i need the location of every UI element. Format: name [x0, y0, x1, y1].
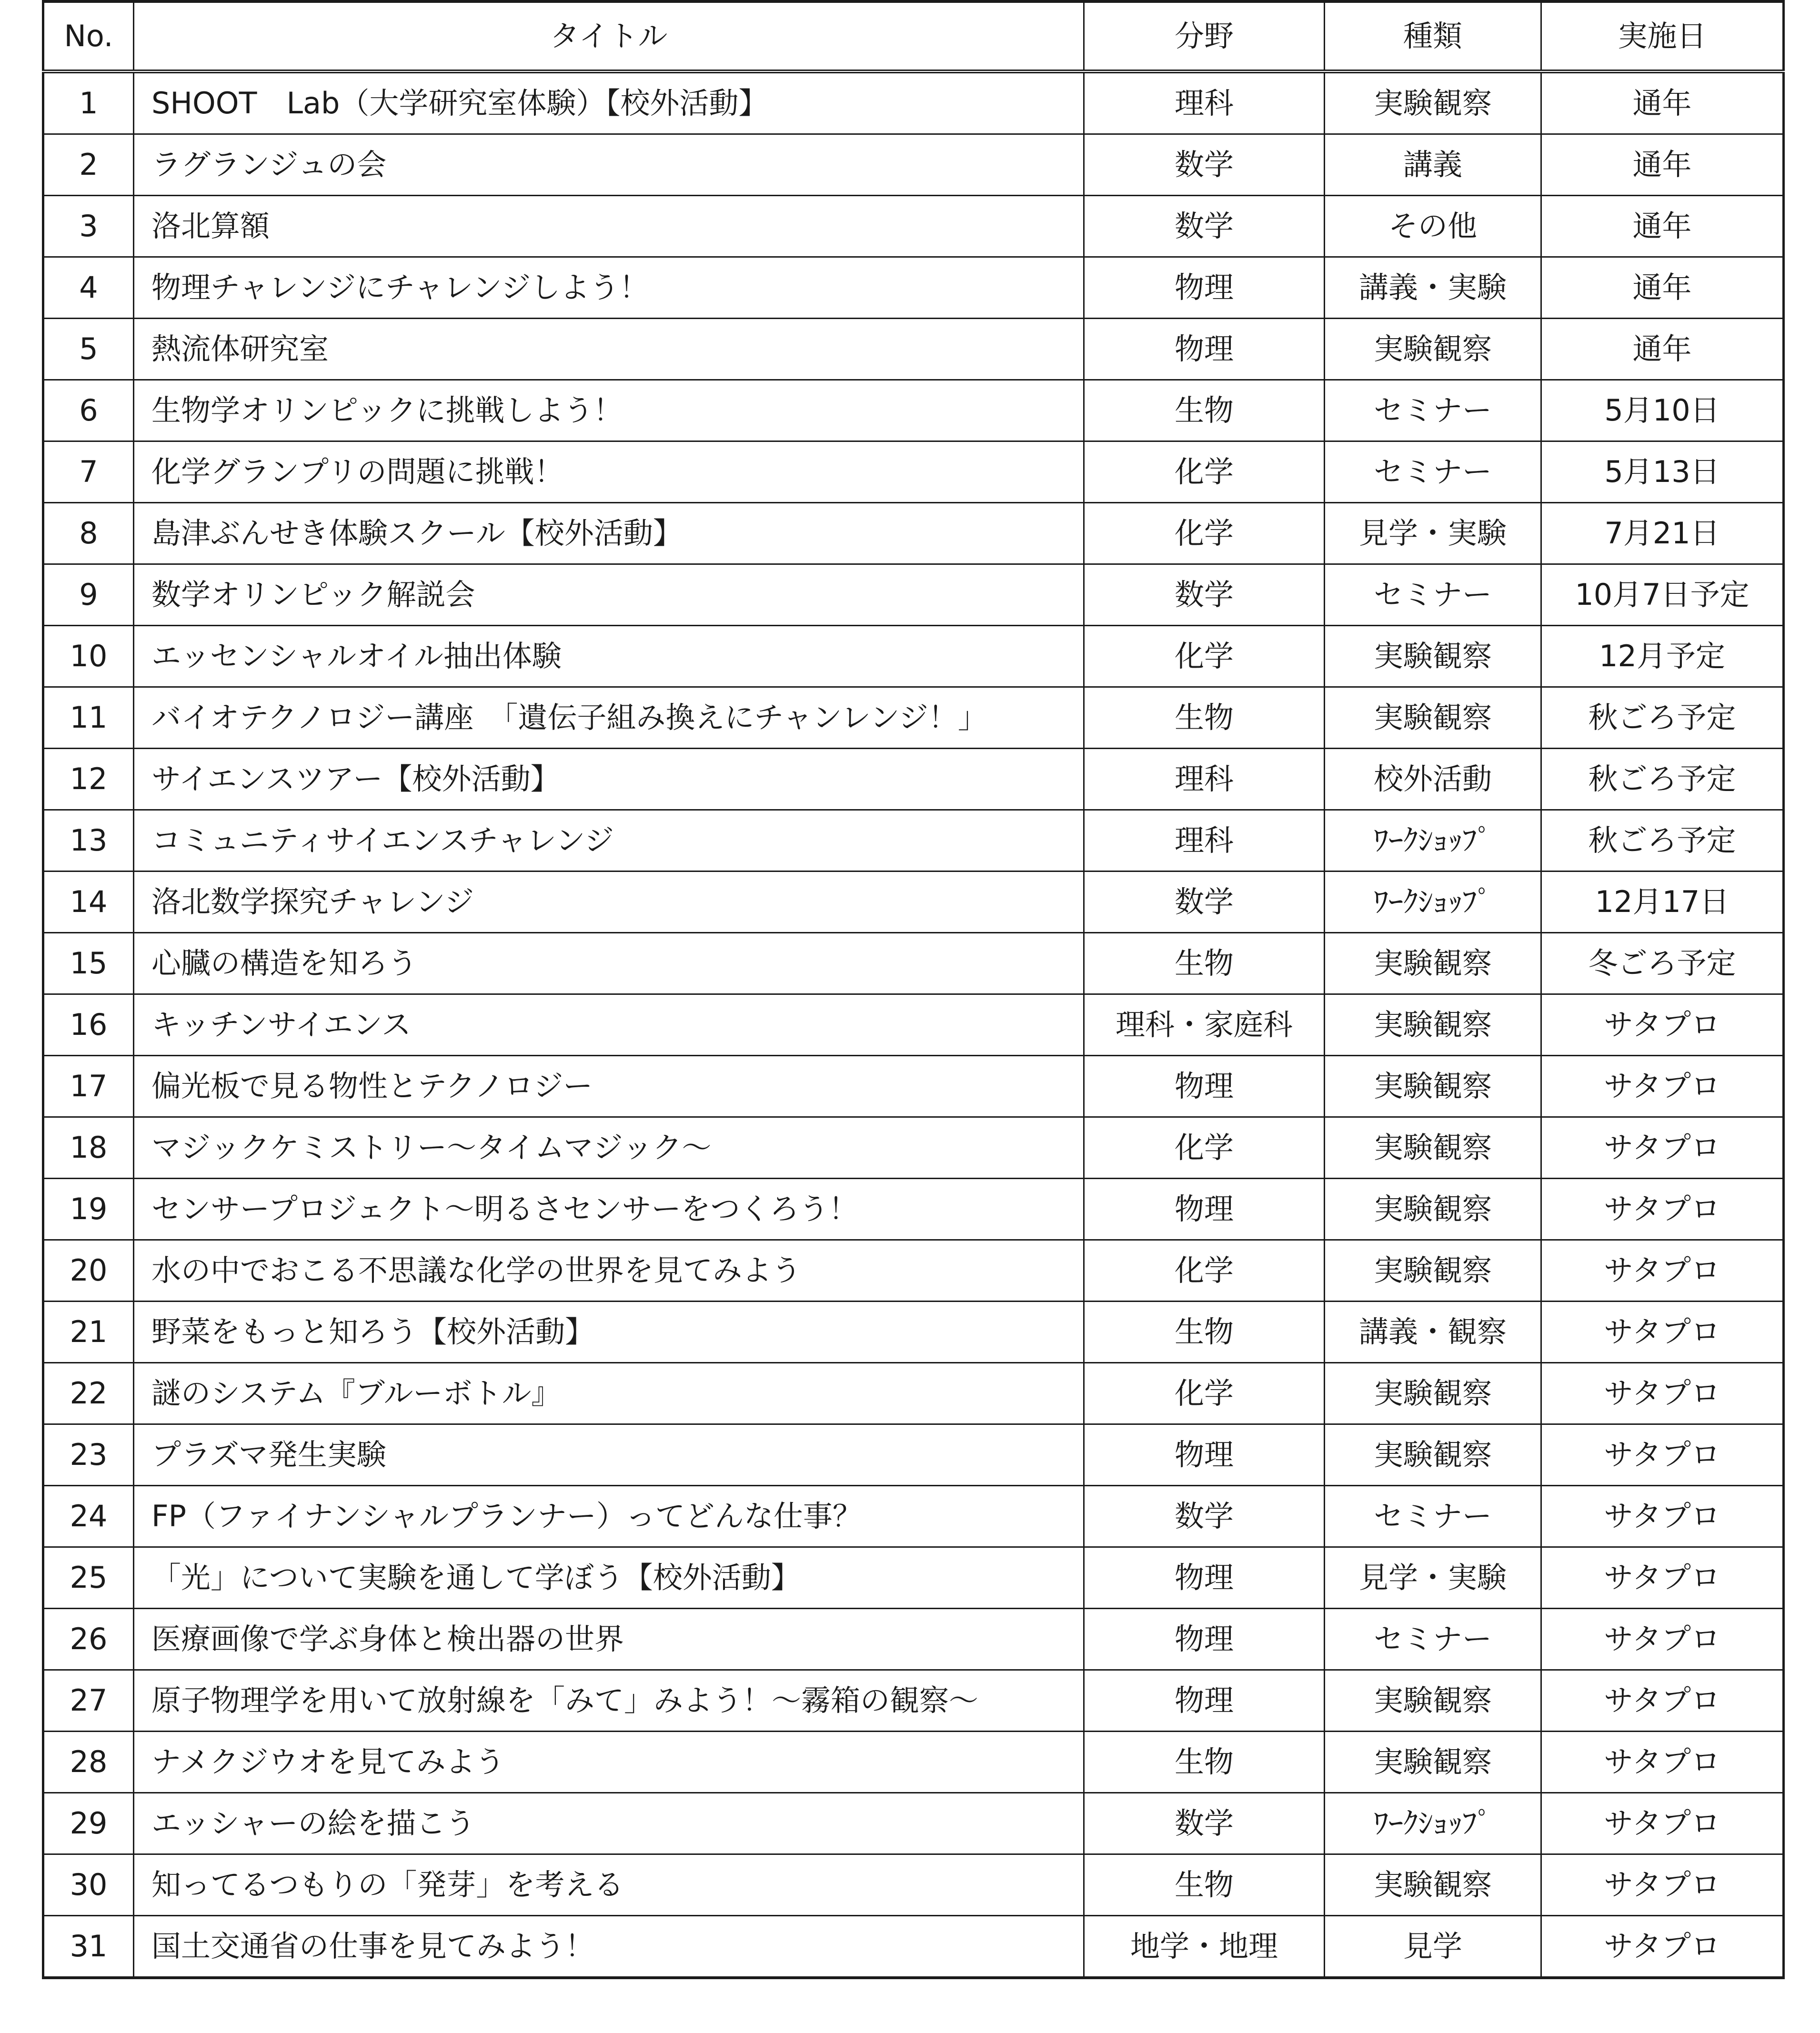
table-row — [43, 994, 1784, 1056]
cell-field: 物理 — [1084, 1609, 1325, 1670]
table-body — [43, 71, 1784, 1978]
cell-no: 29 — [43, 1793, 134, 1854]
table-row — [43, 1609, 1784, 1670]
cell-title: SHOOT Lab（大学研究室体験）【校外活動】 — [134, 71, 1084, 134]
cell-type: 実験観察 — [1325, 1117, 1541, 1179]
cell-date: 秋ごろ予定 — [1541, 687, 1784, 749]
cell-field: 理科・家庭科 — [1084, 994, 1325, 1056]
cell-title: 島津ぶんせき体験スクール【校外活動】 — [134, 503, 1084, 564]
table-row — [43, 380, 1784, 441]
cell-date: サタプロ — [1541, 1179, 1784, 1240]
cell-no: 19 — [43, 1179, 134, 1240]
cell-no: 6 — [43, 380, 134, 441]
cell-type: ﾜｰｸｼｮｯﾌﾟ — [1325, 1793, 1541, 1854]
cell-type: 実験観察 — [1325, 71, 1541, 134]
cell-field: 物理 — [1084, 1547, 1325, 1609]
cell-title: 知ってるつもりの「発芽」を考える — [134, 1854, 1084, 1916]
cell-type: 見学・実験 — [1325, 1547, 1541, 1609]
table-row — [43, 1056, 1784, 1117]
cell-field: 数学 — [1084, 1793, 1325, 1854]
table-row — [43, 1916, 1784, 1978]
cell-type: 見学・実験 — [1325, 503, 1541, 564]
cell-no: 22 — [43, 1363, 134, 1424]
cell-date: 10月7日予定 — [1541, 564, 1784, 626]
cell-no: 18 — [43, 1117, 134, 1179]
cell-date: サタプロ — [1541, 1854, 1784, 1916]
cell-title: センサープロジェクト～明るさセンサーをつくろう！ — [134, 1179, 1084, 1240]
table-row — [43, 1732, 1784, 1793]
table-row — [43, 626, 1784, 687]
table-row — [43, 1179, 1784, 1240]
cell-date: 12月17日 — [1541, 871, 1784, 933]
table-row — [43, 1117, 1784, 1179]
table-row — [43, 71, 1784, 134]
table-row — [43, 1424, 1784, 1486]
cell-field: 理科 — [1084, 71, 1325, 134]
cell-type: セミナー — [1325, 1486, 1541, 1547]
table-row — [43, 1854, 1784, 1916]
cell-no: 24 — [43, 1486, 134, 1547]
cell-title: キッチンサイエンス — [134, 994, 1084, 1056]
cell-no: 1 — [43, 71, 134, 134]
cell-date: サタプロ — [1541, 1609, 1784, 1670]
cell-date: サタプロ — [1541, 1793, 1784, 1854]
cell-date: サタプロ — [1541, 1424, 1784, 1486]
cell-type: 実験観察 — [1325, 994, 1541, 1056]
cell-title: コミュニティサイエンスチャレンジ — [134, 810, 1084, 871]
cell-no: 3 — [43, 196, 134, 257]
cell-date: サタプロ — [1541, 1363, 1784, 1424]
cell-field: 化学 — [1084, 626, 1325, 687]
cell-no: 9 — [43, 564, 134, 626]
cell-date: サタプロ — [1541, 1547, 1784, 1609]
table-row — [43, 871, 1784, 933]
cell-title: 原子物理学を用いて放射線を「みて」みよう！～霧箱の観察～ — [134, 1670, 1084, 1732]
cell-type: 実験観察 — [1325, 1424, 1541, 1486]
cell-no: 12 — [43, 749, 134, 810]
cell-field: 化学 — [1084, 1363, 1325, 1424]
cell-no: 7 — [43, 441, 134, 503]
table-row — [43, 441, 1784, 503]
cell-field: 生物 — [1084, 933, 1325, 994]
cell-type: 実験観察 — [1325, 1854, 1541, 1916]
header-row — [43, 1, 1784, 71]
cell-type: その他 — [1325, 196, 1541, 257]
cell-date: サタプロ — [1541, 1670, 1784, 1732]
cell-field: 生物 — [1084, 1732, 1325, 1793]
cell-field: 地学・地理 — [1084, 1916, 1325, 1978]
cell-title: 数学オリンピック解説会 — [134, 564, 1084, 626]
table-header — [43, 1, 1784, 71]
cell-no: 20 — [43, 1240, 134, 1302]
cell-field: 物理 — [1084, 1056, 1325, 1117]
cell-title: ラグランジュの会 — [134, 134, 1084, 196]
cell-title: サイエンスツアー【校外活動】 — [134, 749, 1084, 810]
cell-type: ﾜｰｸｼｮｯﾌﾟ — [1325, 871, 1541, 933]
cell-title: 偏光板で見る物性とテクノロジー — [134, 1056, 1084, 1117]
cell-type: 実験観察 — [1325, 1056, 1541, 1117]
cell-date: 通年 — [1541, 319, 1784, 380]
cell-field: 生物 — [1084, 1302, 1325, 1363]
cell-field: 化学 — [1084, 1117, 1325, 1179]
cell-title: バイオテクノロジー講座 「遺伝子組み換えにチャンレンジ！」 — [134, 687, 1084, 749]
cell-no: 26 — [43, 1609, 134, 1670]
cell-type: 実験観察 — [1325, 626, 1541, 687]
cell-date: 秋ごろ予定 — [1541, 810, 1784, 871]
cell-title: 「光」について実験を通して学ぼう【校外活動】 — [134, 1547, 1084, 1609]
cell-no: 5 — [43, 319, 134, 380]
cell-type: 実験観察 — [1325, 1732, 1541, 1793]
table-row — [43, 1302, 1784, 1363]
cell-date: サタプロ — [1541, 994, 1784, 1056]
cell-no: 11 — [43, 687, 134, 749]
cell-title: エッシャーの絵を描こう — [134, 1793, 1084, 1854]
cell-title: 化学グランプリの問題に挑戦！ — [134, 441, 1084, 503]
cell-no: 14 — [43, 871, 134, 933]
cell-type: 実験観察 — [1325, 1670, 1541, 1732]
cell-date: 12月予定 — [1541, 626, 1784, 687]
cell-field: 化学 — [1084, 503, 1325, 564]
cell-no: 31 — [43, 1916, 134, 1978]
cell-date: 通年 — [1541, 257, 1784, 319]
cell-no: 13 — [43, 810, 134, 871]
cell-date: サタプロ — [1541, 1056, 1784, 1117]
cell-no: 25 — [43, 1547, 134, 1609]
table-row — [43, 319, 1784, 380]
table-row — [43, 564, 1784, 626]
cell-type: 実験観察 — [1325, 933, 1541, 994]
cell-date: サタプロ — [1541, 1916, 1784, 1978]
cell-no: 23 — [43, 1424, 134, 1486]
cell-type: 実験観察 — [1325, 687, 1541, 749]
header-no: No. — [43, 1, 134, 71]
cell-field: 生物 — [1084, 380, 1325, 441]
cell-field: 物理 — [1084, 1424, 1325, 1486]
cell-type: セミナー — [1325, 380, 1541, 441]
cell-type: セミナー — [1325, 564, 1541, 626]
cell-field: 数学 — [1084, 564, 1325, 626]
cell-field: 物理 — [1084, 1179, 1325, 1240]
cell-type: 実験観察 — [1325, 319, 1541, 380]
table-row — [43, 749, 1784, 810]
cell-date: サタプロ — [1541, 1302, 1784, 1363]
cell-no: 16 — [43, 994, 134, 1056]
cell-type: 講義・観察 — [1325, 1302, 1541, 1363]
cell-no: 28 — [43, 1732, 134, 1793]
header-field: 分野 — [1084, 1, 1325, 71]
cell-date: サタプロ — [1541, 1117, 1784, 1179]
cell-field: 化学 — [1084, 441, 1325, 503]
cell-type: 校外活動 — [1325, 749, 1541, 810]
cell-title: 物理チャレンジにチャレンジしよう！ — [134, 257, 1084, 319]
header-type: 種類 — [1325, 1, 1541, 71]
cell-title: 熱流体研究室 — [134, 319, 1084, 380]
cell-field: 数学 — [1084, 134, 1325, 196]
table-row — [43, 1486, 1784, 1547]
cell-type: セミナー — [1325, 441, 1541, 503]
cell-type: 講義 — [1325, 134, 1541, 196]
cell-date: 通年 — [1541, 196, 1784, 257]
cell-title: ナメクジウオを見てみよう — [134, 1732, 1084, 1793]
cell-field: 物理 — [1084, 1670, 1325, 1732]
cell-title: 国土交通省の仕事を見てみよう！ — [134, 1916, 1084, 1978]
table-row — [43, 1240, 1784, 1302]
cell-date: サタプロ — [1541, 1240, 1784, 1302]
cell-title: プラズマ発生実験 — [134, 1424, 1084, 1486]
cell-type: 実験観察 — [1325, 1363, 1541, 1424]
cell-no: 8 — [43, 503, 134, 564]
cell-type: ﾜｰｸｼｮｯﾌﾟ — [1325, 810, 1541, 871]
cell-type: 講義・実験 — [1325, 257, 1541, 319]
cell-date: サタプロ — [1541, 1732, 1784, 1793]
cell-field: 数学 — [1084, 196, 1325, 257]
table-row — [43, 134, 1784, 196]
table-row — [43, 196, 1784, 257]
cell-title: 謎のシステム『ブルーボトル』 — [134, 1363, 1084, 1424]
table-row — [43, 687, 1784, 749]
cell-date: 5月10日 — [1541, 380, 1784, 441]
cell-field: 化学 — [1084, 1240, 1325, 1302]
cell-title: 洛北数学探究チャレンジ — [134, 871, 1084, 933]
cell-no: 4 — [43, 257, 134, 319]
table-row — [43, 503, 1784, 564]
table-row — [43, 1363, 1784, 1424]
cell-field: 理科 — [1084, 749, 1325, 810]
cell-field: 理科 — [1084, 810, 1325, 871]
cell-no: 21 — [43, 1302, 134, 1363]
cell-title: マジックケミストリー～タイムマジック～ — [134, 1117, 1084, 1179]
table-row — [43, 257, 1784, 319]
cell-type: 実験観察 — [1325, 1179, 1541, 1240]
cell-title: 水の中でおこる不思議な化学の世界を見てみよう — [134, 1240, 1084, 1302]
cell-date: 通年 — [1541, 134, 1784, 196]
cell-no: 30 — [43, 1854, 134, 1916]
cell-title: 野菜をもっと知ろう【校外活動】 — [134, 1302, 1084, 1363]
cell-field: 数学 — [1084, 871, 1325, 933]
header-title: タイトル — [134, 1, 1084, 71]
cell-date: 秋ごろ予定 — [1541, 749, 1784, 810]
cell-no: 15 — [43, 933, 134, 994]
cell-field: 生物 — [1084, 1854, 1325, 1916]
cell-title: FP（ファイナンシャルプランナー）ってどんな仕事？ — [134, 1486, 1084, 1547]
header-date: 実施日 — [1541, 1, 1784, 71]
cell-title: 医療画像で学ぶ身体と検出器の世界 — [134, 1609, 1084, 1670]
cell-date: 7月21日 — [1541, 503, 1784, 564]
cell-title: 生物学オリンピックに挑戦しよう！ — [134, 380, 1084, 441]
table-row — [43, 810, 1784, 871]
cell-field: 生物 — [1084, 687, 1325, 749]
cell-no: 17 — [43, 1056, 134, 1117]
cell-date: 冬ごろ予定 — [1541, 933, 1784, 994]
cell-title: 心臓の構造を知ろう — [134, 933, 1084, 994]
activity-table — [42, 0, 1785, 1979]
cell-type: 実験観察 — [1325, 1240, 1541, 1302]
cell-date: 通年 — [1541, 71, 1784, 134]
table-row — [43, 1793, 1784, 1854]
cell-no: 27 — [43, 1670, 134, 1732]
cell-date: 5月13日 — [1541, 441, 1784, 503]
cell-no: 10 — [43, 626, 134, 687]
cell-field: 物理 — [1084, 257, 1325, 319]
cell-title: 洛北算額 — [134, 196, 1084, 257]
cell-type: セミナー — [1325, 1609, 1541, 1670]
cell-field: 物理 — [1084, 319, 1325, 380]
cell-field: 数学 — [1084, 1486, 1325, 1547]
table-row — [43, 1670, 1784, 1732]
cell-type: 見学 — [1325, 1916, 1541, 1978]
table-row — [43, 933, 1784, 994]
cell-date: サタプロ — [1541, 1486, 1784, 1547]
table-row — [43, 1547, 1784, 1609]
cell-title: エッセンシャルオイル抽出体験 — [134, 626, 1084, 687]
cell-no: 2 — [43, 134, 134, 196]
